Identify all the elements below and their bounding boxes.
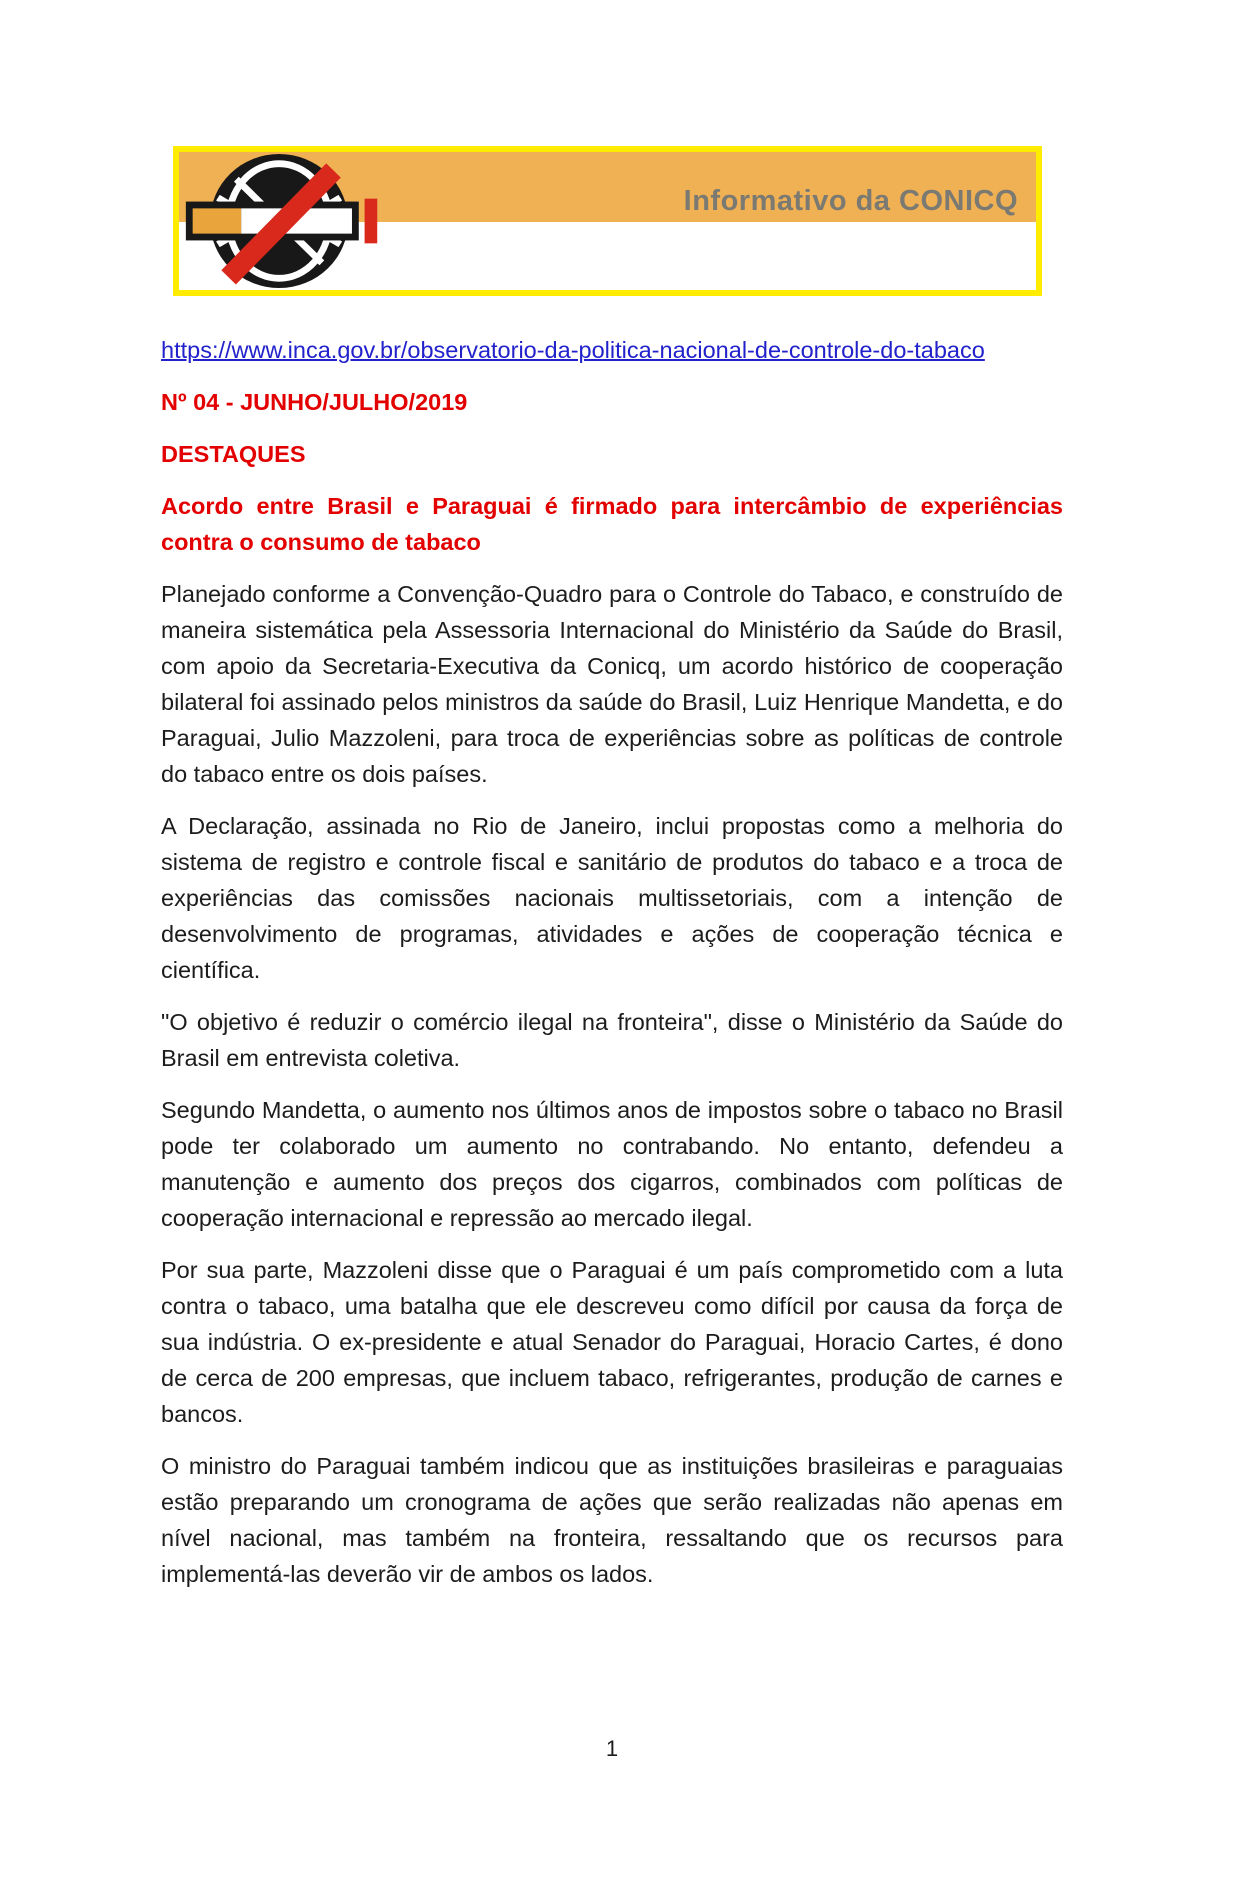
article-paragraph: Segundo Mandetta, o aumento nos últimos anos de impostos sobre o tabaco no Brasil pode ter colaborado um aumento no contrabando. No entanto, defendeu a manutenção e aumento dos preços dos cigarros, combinados com políticas de cooperação internacional e repressão ao mercado ilegal. xyxy=(161,1097,1063,1231)
document-body xyxy=(161,296,1063,1592)
article-headline: Acordo entre Brasil e Paraguai é firmado para intercâmbio de experiências contra o consumo de tabaco xyxy=(161,493,1063,555)
article-paragraph: Planejado conforme a Convenção-Quadro para o Controle do Tabaco, e construído de maneira sistemática pela Assessoria Internacional do Ministério da Saúde do Brasil, com apoio da Secretaria-Executiva da Conicq, um acordo histórico de cooperação bilateral foi assinado pelos ministros da saúde do Brasil, Luiz Henrique Mandetta, e do Paraguai, Julio Mazzoleni, para troca de experiências sobre as políticas de controle do tabaco entre os dois países. xyxy=(161,581,1063,787)
article-paragraph: Por sua parte, Mazzoleni disse que o Paraguai é um país comprometido com a luta contra o tabaco, uma batalha que ele descreveu como difícil por causa da força de sua indústria. O ex-presidente e atual Senador do Paraguai, Horacio Cartes, é dono de cerca de 200 empresas, que incluem tabaco, refrigerantes, produção de carnes e bancos. xyxy=(161,1257,1063,1427)
page-number: 1 xyxy=(605,1736,619,1761)
article-paragraph: "O objetivo é reduzir o comércio ilegal na fronteira", disse o Ministério da Saúde do Brasil em entrevista coletiva. xyxy=(161,1009,1063,1071)
section-heading: DESTAQUES xyxy=(161,441,306,467)
observatory-link[interactable]: https://www.inca.gov.br/observatorio-da-politica-nacional-de-controle-do-tabaco xyxy=(161,337,985,363)
newsletter-banner xyxy=(173,146,1042,296)
article-paragraph: A Declaração, assinada no Rio de Janeiro, inclui propostas como a melhoria do sistema de registro e controle fiscal e sanitário de produtos do tabaco e a troca de experiências das comissões nacionais multissetoriais, com a intenção de desenvolvimento de programas, atividades e ações de cooperação técnica e científica. xyxy=(161,813,1063,983)
article-paragraph: O ministro do Paraguai também indicou que as instituições brasileiras e paraguaias estão preparando um cronograma de ações que serão realizadas não apenas em nível nacional, mas também na fronteira, ressaltando que os recursos para implementá-las deverão vir de ambos os lados. xyxy=(161,1453,1063,1587)
document-page xyxy=(0,146,1241,1761)
issue-number: Nº 04 - JUNHO/JULHO/2019 xyxy=(161,389,468,415)
banner-title: Informativo da CONICQ xyxy=(683,185,1018,217)
page-footer xyxy=(161,1736,1063,1762)
no-smoking-globe-icon xyxy=(185,153,381,289)
